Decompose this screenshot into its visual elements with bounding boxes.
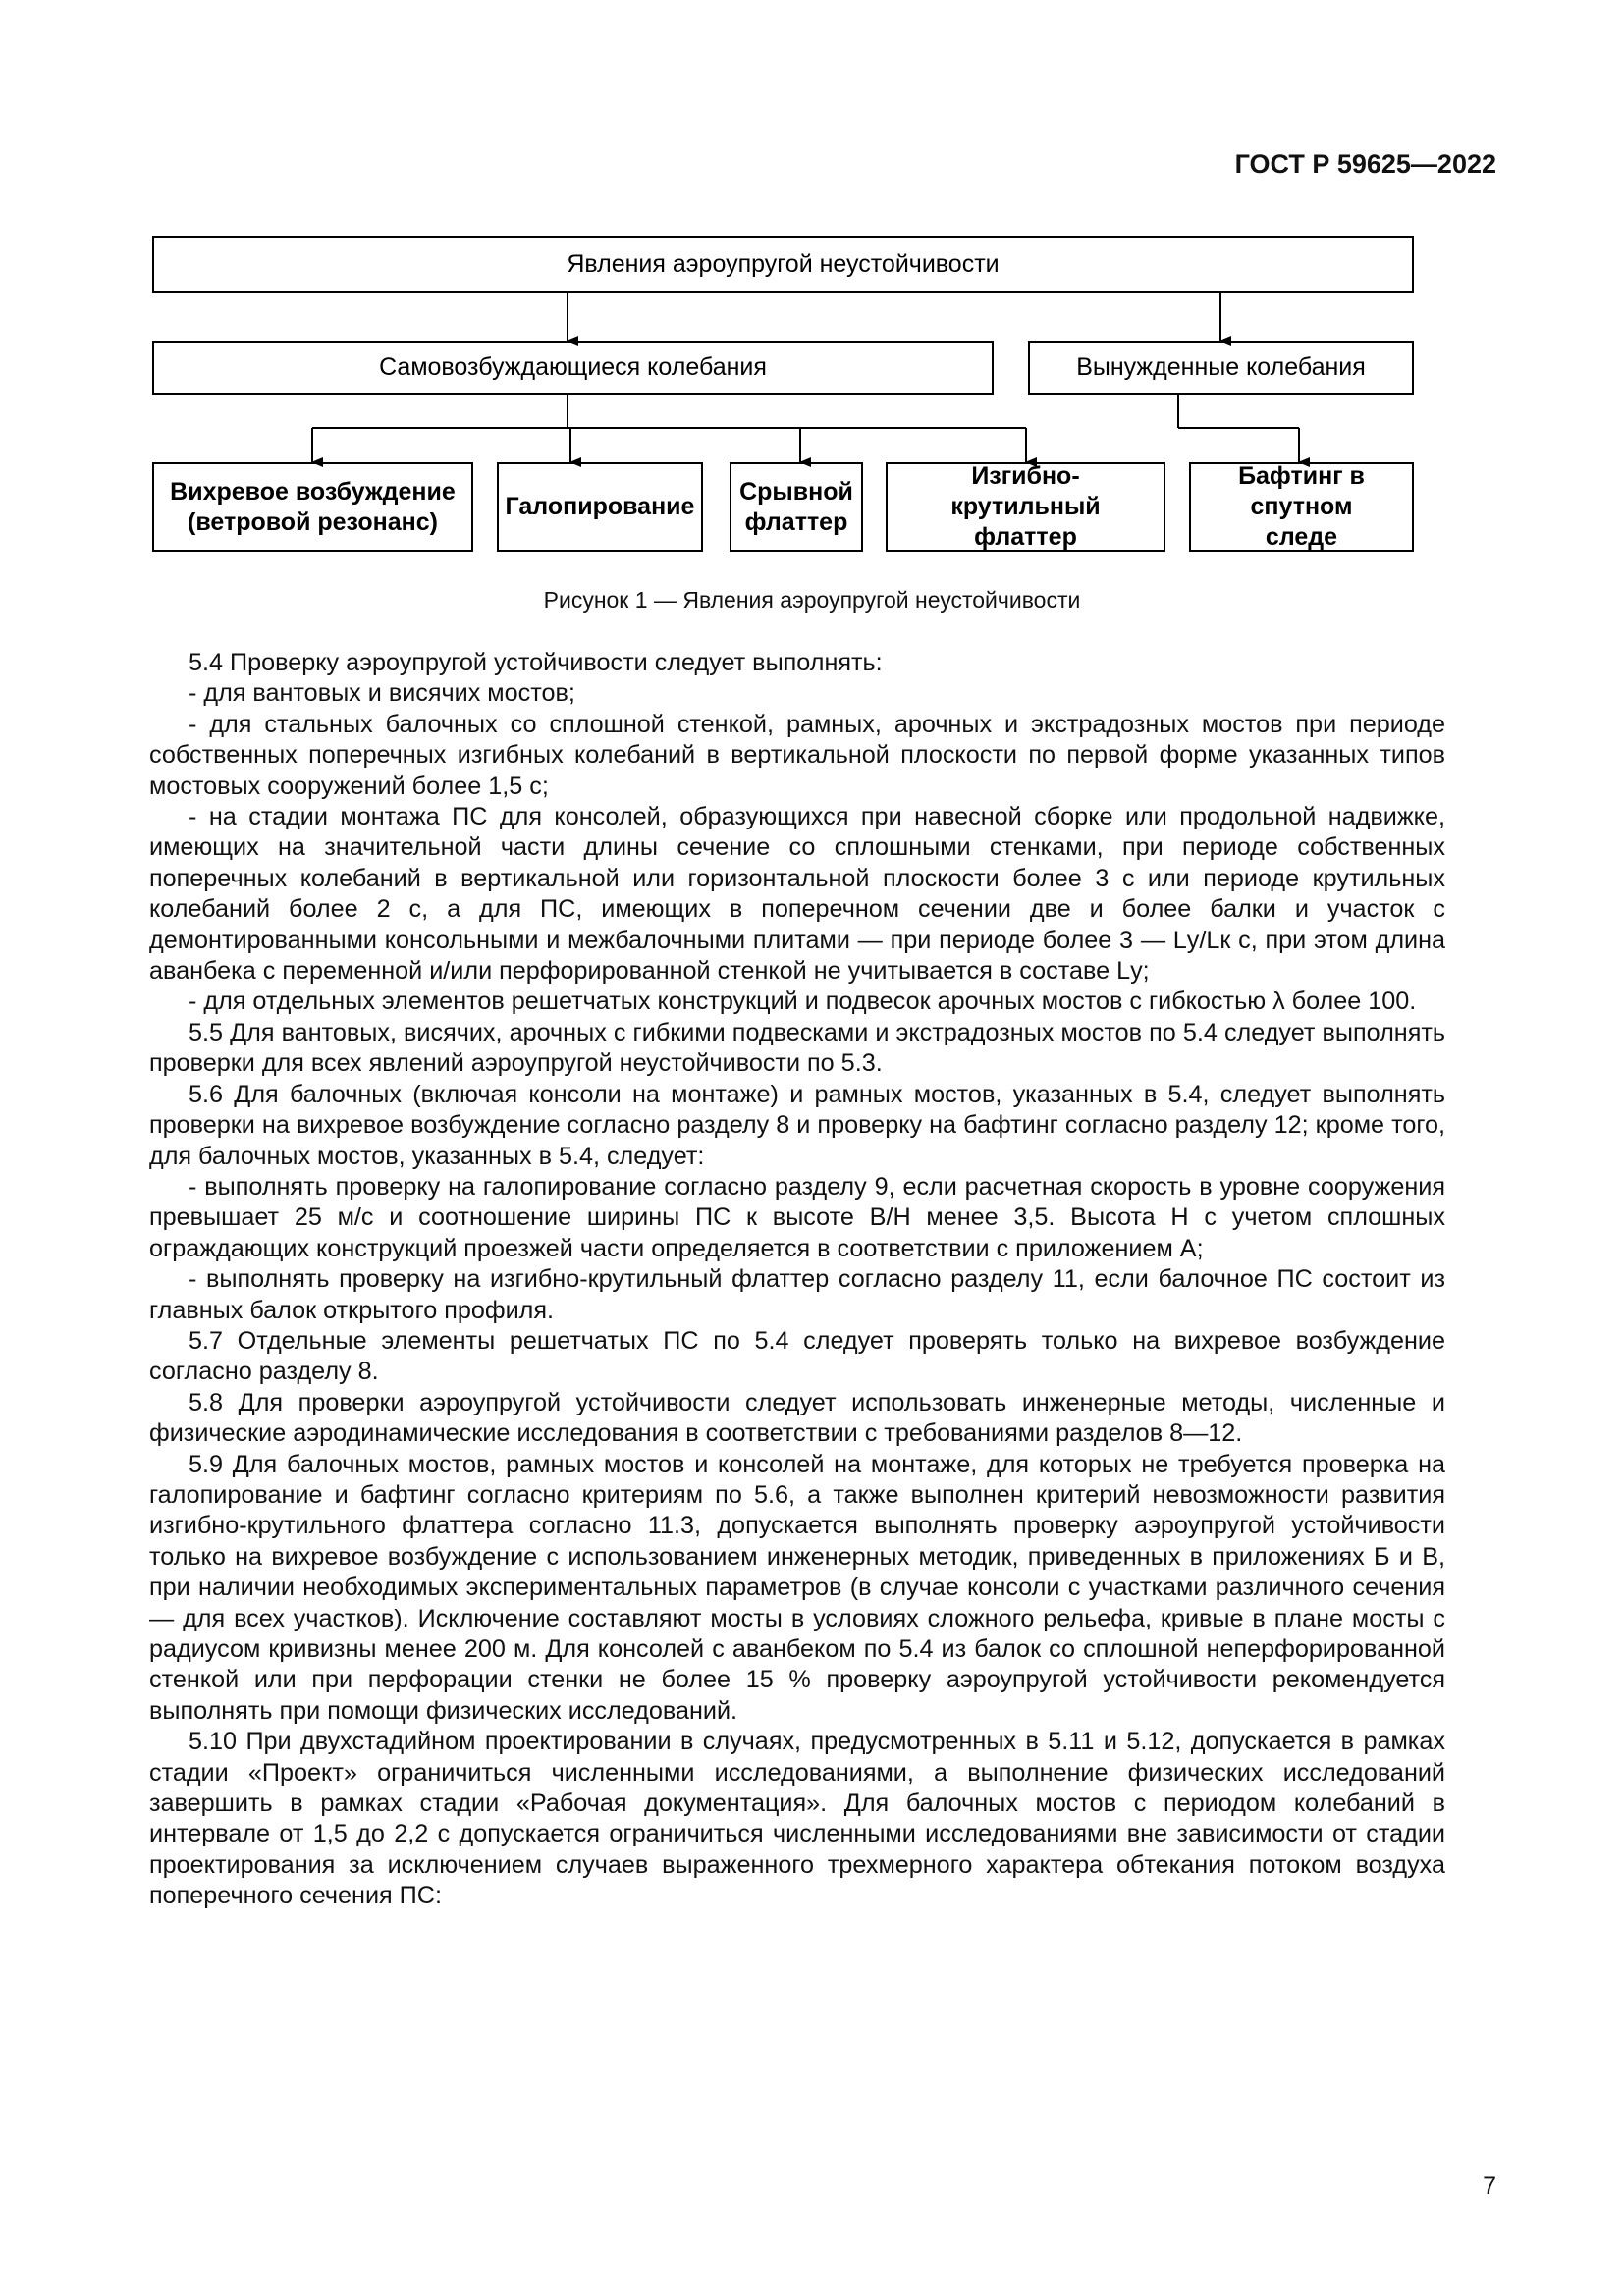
self-excited-box: Самовозбуждающиеся колебания bbox=[152, 341, 994, 395]
paragraph: 5.6 Для балочных (включая консоли на монтаже) и рамных мостов, указанных в 5.4, следует выполнять проверки на вихревое возбуждение согласно разделу 8 и проверку на бафтинг согласно разделу 12; кроме того, для балочных мостов, указанных в 5.4, следует: bbox=[149, 1080, 1445, 1170]
phenomena-root-box: Явления аэроупругой неустойчивости bbox=[152, 236, 1414, 293]
page-number: 7 bbox=[1483, 2172, 1496, 2200]
paragraph: 5.7 Отдельные элементы решетчатых ПС по 5.4 следует проверять только на вихревое возбуждение согласно разделу 8. bbox=[149, 1326, 1445, 1386]
paragraph: - выполнять проверку на галопирование согласно разделу 9, если расчетная скорость в уровне сооружения превышает 25 м/с и соотношение ширины ПС к высоте B/H менее 3,5. Высота H с учетом сплошных ограждающих конструкций проезжей части определяется в соответствии с приложением А; bbox=[149, 1172, 1445, 1262]
leaf-vortex-box: Вихревое возбуждение (ветровой резонанс) bbox=[152, 462, 473, 552]
paragraph: - выполнять проверку на изгибно-крутильный флаттер согласно разделу 11, если балочное ПС состоит из главных балок открытого профиля. bbox=[149, 1265, 1445, 1324]
leaf-torsional-flutter-box: Изгибно-крутильный флаттер bbox=[886, 462, 1165, 552]
paragraph: 5.10 При двухстадийном проектировании в случаях, предусмотренных в 5.11 и 5.12, допускается в рамках стадии «Проект» ограничиться численными исследованиями, а выполнение физических исследований завершить в рамках стадии «Рабочая документация». Для балочных мостов с периодом колебаний в интервале от 1,5 до 2,2 с допускается ограничиться численными исследованиями вне зависимости от стадии проектирования за исключением случаев выраженного трехмерного характера обтекания потоком воздуха поперечного сечения ПС: bbox=[149, 1728, 1445, 1910]
forced-box: Вынужденные колебания bbox=[1028, 341, 1414, 395]
paragraph: - для стальных балочных со сплошной стенкой, рамных, арочных и экстрадозных мостов при периоде собственных поперечных изгибных колебаний в вертикальной плоскости по первой форме указанных типов мостовых сооружений более 1,5 с; bbox=[149, 710, 1445, 800]
paragraph: 5.9 Для балочных мостов, рамных мостов и консолей на монтаже, для которых не требуется проверка на галопирование и бафтинг согласно критериям по 5.6, а также выполнен критерий невозможности развития изгибно-крутильного флаттера согласно 11.3, допускается выполнять проверку аэроупругой устойчивости только на вихревое возбуждение с использованием инженерных методик, приведенных в приложениях Б и В, при наличии необходимых экспериментальных параметров (в случае консоли с участками различного сечения — для всех участков). Исключение составляют мосты в условиях сложного рельефа, кривые в плане мосты с радиусом кривизны менее 200 м. Для консолей с аванбеком по 5.4 из балок со сплошной неперфорированной стенкой или при перфорации стенки не более 15 % проверку аэроупругой устойчивости рекомендуется выполнять при помощи физических исследований. bbox=[149, 1450, 1445, 1725]
paragraph: 5.8 Для проверки аэроупругой устойчивости следует использовать инженерные методы, численные и физические аэродинамические исследования в соответствии с требованиями разделов 8—12. bbox=[149, 1388, 1445, 1448]
paragraph: 5.4 Проверку аэроупругой устойчивости следует выполнять: bbox=[189, 649, 883, 676]
paragraph: - для отдельных элементов решетчатых конструкций и подвесок арочных мостов с гибкостью λ более 100. bbox=[189, 988, 1417, 1016]
leaf-stall-flutter-box: Срывной флаттер bbox=[730, 462, 863, 552]
paragraph: - для вантовых и висячих мостов; bbox=[189, 679, 575, 708]
leaf-buffeting-box: Бафтинг в спутном следе bbox=[1189, 462, 1414, 552]
leaf-galloping-box: Галопирование bbox=[497, 462, 703, 552]
body-text bbox=[149, 648, 1445, 1912]
paragraph: 5.5 Для вантовых, висячих, арочных с гибкими подвесками и экстрадозных мостов по 5.4 следует выполнять проверки для всех явлений аэроупругой неустойчивости по 5.3. bbox=[149, 1018, 1445, 1078]
document-header: ГОСТ Р 59625—2022 bbox=[1234, 149, 1496, 179]
paragraph: - на стадии монтажа ПС для консолей, образующихся при навесной сборке или продольной надвижке, имеющих на значительной части длины сечение со сплошными стенками, при периоде собственных поперечных колебаний в вертикальной или горизонтальной плоскости более 3 с или периоде крутильных колебаний более 2 с, а для ПС, имеющих в поперечном сечении две и более балки и участок с демонтированными консольными и межбалочными плитами — при периоде более 3 — Lу/Lк с, при этом длина аванбека с переменной и/или перфорированной стенкой не учитывается в составе Lу; bbox=[149, 803, 1445, 986]
figure-caption: Рисунок 1 — Явления аэроупругой неустойчивости bbox=[543, 587, 1081, 613]
